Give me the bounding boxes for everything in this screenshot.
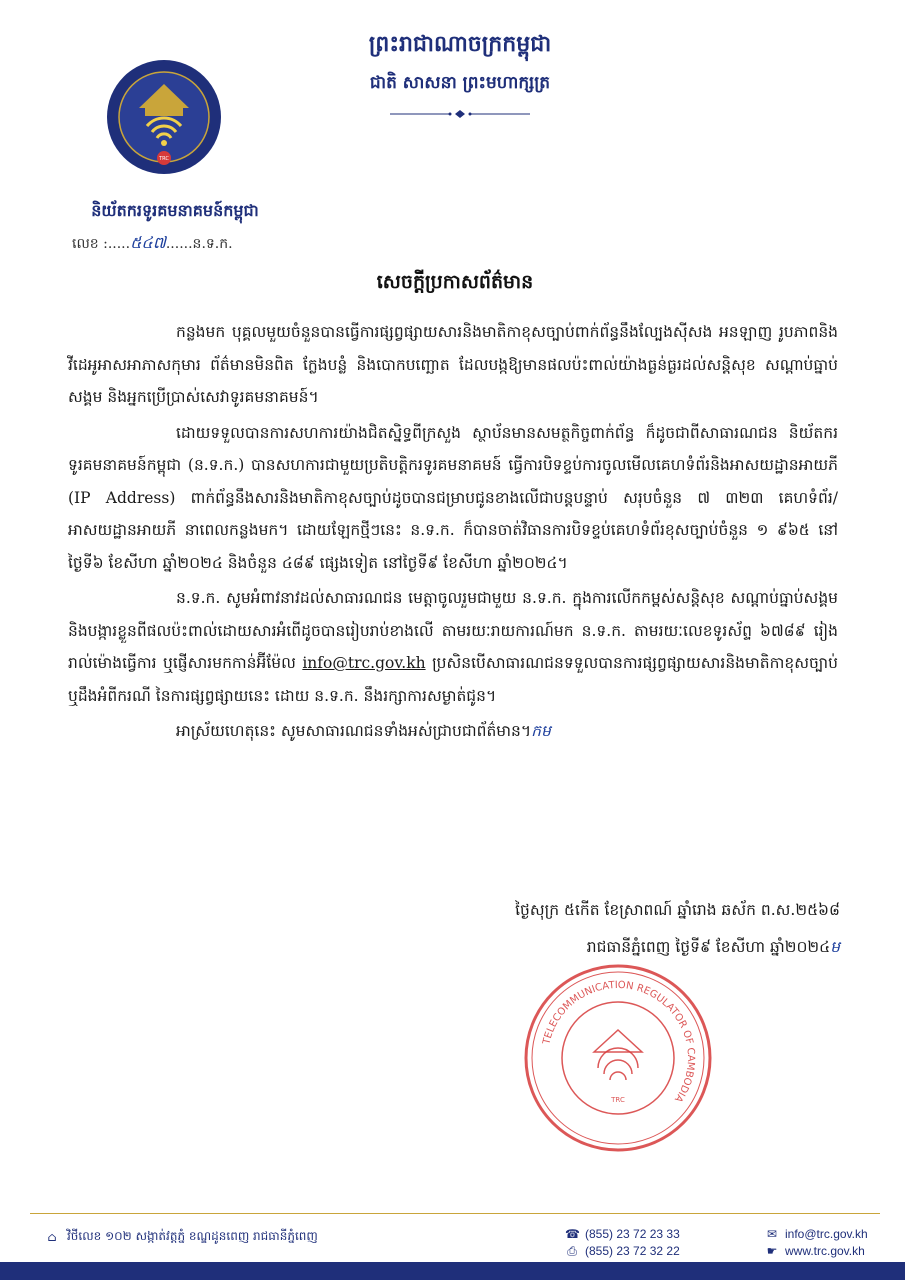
solar-date-text: រាជធានីភ្នំពេញ ថ្ងៃទី៩ ខែសីហា ឆ្នាំ២០២៤ bbox=[586, 938, 831, 956]
document-body bbox=[68, 316, 838, 751]
mail-icon: ✉ bbox=[766, 1227, 778, 1241]
reference-handwritten-number: ៥៤៧ bbox=[130, 233, 166, 252]
paragraph-3-text: ន.ទ.ក. សូមអំពាវនាវដល់សាធារណជន មេត្តាចូលរួមជាមួយ ន.ទ.ក. ក្នុងការលើកកម្ពស់សន្តិសុខ សណ្តាប់ធ្នាប់សង្គម និងបង្ការខ្លួនពីផលប៉ះពាល់ដោយសារអំពើដូចបានរៀបរាប់ខាងលើ តាមរយៈរាយការណ៍មក ន.ទ.ក. តាមរយៈលេខទូរស័ព្ទ ៦៧៨៩ រៀងរាល់ម៉ោងធ្វើការ ឬផ្ញើសារមកកាន់អ៊ីម៉ែល bbox=[68, 589, 838, 672]
footer-contacts bbox=[765, 1226, 868, 1260]
lunar-date: ថ្ងៃសុក្រ ៥កើត ខែស្រាពណ៍ ឆ្នាំរោង ឆស័ក ព.ស.២៥៦៨ bbox=[515, 901, 840, 919]
ornament-divider bbox=[385, 108, 535, 120]
solar-date bbox=[380, 937, 840, 960]
seal-ring-text: TELECOMMUNICATION REGULATOR OF CAMBODIA bbox=[541, 979, 697, 1104]
reference-label: លេខ :..... bbox=[72, 236, 131, 252]
seal-abbr: TRC bbox=[611, 1096, 625, 1104]
closing-text: អាស្រ័យហេតុនេះ សូមសាធារណជនទាំងអស់ជ្រាបជាព័ត៌មាន។ bbox=[176, 722, 532, 740]
phone-icon: ☎ bbox=[565, 1227, 580, 1241]
footer-bar bbox=[0, 1262, 905, 1280]
organization-name: និយ័តករទូរគមនាគមន៍កម្ពុជា bbox=[91, 201, 259, 220]
closing-handwritten-mark: កម bbox=[531, 722, 551, 740]
national-motto: ជាតិ សាសនា ព្រះមហាក្សត្រ bbox=[369, 73, 551, 93]
paragraph-1: កន្លងមក បុគ្គលមួយចំនួនបានធ្វើការផ្សព្វផ្សាយសារនិងមាតិកាខុសច្បាប់ពាក់ព័ន្ធនឹងល្បែងស៊ីសង អនឡាញ រូបភាពនិងវីដេអូអាសអាភាសកុមារ ព័ត៌មានមិនពិត ក្លែងបន្លំ និងបោកបញ្ឆោត ដែលបង្កឱ្យមានផលប៉ះពាល់យ៉ាងធ្ងន់ធ្ងរដល់សន្តិសុខ សណ្តាប់ធ្នាប់សង្គម និងអ្នកប្រើប្រាស់សេវាទូរគមនាគមន៍។ bbox=[68, 323, 838, 406]
kingdom-heading: ព្រះរាជាណាចក្រកម្ពុជា bbox=[368, 31, 552, 57]
document-title: សេចក្តីប្រកាសព័ត៌មាន bbox=[376, 271, 534, 293]
footer-address bbox=[45, 1228, 318, 1246]
paragraph-3-tail: ប្រសិនបើសាធារណជនទទួលបានការផ្សព្វផ្សាយសារនិងមាតិកាខុសច្បាប់ ឬដឹងអំពីករណី នៃការផ្សព្វផ្សាយនេះ ដោយ ន.ទ.ក. នឹងរក្សាការសម្ងាត់ជូន។ bbox=[68, 654, 838, 705]
paragraph-3 bbox=[68, 582, 838, 712]
official-seal-icon bbox=[520, 960, 716, 1156]
fax-icon: ⎙ bbox=[567, 1244, 577, 1258]
contact-email-link[interactable]: info@trc.gov.kh bbox=[302, 654, 426, 672]
map-marker-icon: ⌂ bbox=[47, 1230, 57, 1244]
reference-number bbox=[72, 232, 233, 256]
footer-phones bbox=[565, 1226, 680, 1260]
trc-logo-icon bbox=[105, 58, 223, 176]
footer-address-text: វិថីលេខ ១០២ សង្កាត់វត្តភ្នំ ខណ្ឌដូនពេញ រាជធានីភ្នំពេញ bbox=[67, 1229, 318, 1243]
paragraph-2: ដោយទទួលបានការសហការយ៉ាងជិតស្និទ្ធពីក្រសួង ស្ថាប័នមានសមត្ថកិច្ចពាក់ព័ន្ធ ក៏ដូចជាពីសាធារណជន និយ័តករទូរគមនាគមន៍កម្ពុជា (ន.ទ.ក.) បានសហការជាមួយប្រតិបត្តិករទូរគមនាគមន៍ ធ្វើការបិទខ្ទប់ការចូលមើលគេហទំព័រនិងអាសយដ្ឋានអាយភី (IP Address) ពាក់ព័ន្ធនឹងសារនិងមាតិកាខុសច្បាប់ដូចបានជម្រាបជូនខាងលើជាបន្តបន្ទាប់ សរុបចំនួន ៧ ៣២៣ គេហទំព័រ/អាសយដ្ឋានអាយភី នាពេលកន្លងមក។ ដោយឡែកថ្មីៗនេះ ន.ទ.ក. ក៏បានចាត់វិធានការបិទខ្ទប់គេហទំព័រខុសច្បាប់ចំនួន ១ ៩៦៥ នៅថ្ងៃទី៦ ខែសីហា ឆ្នាំ២០២៤ និងចំនួន ៤៨៩ ផ្សេងទៀត នៅថ្ងៃទី៩ ខែសីហា ឆ្នាំ២០២៤។ bbox=[68, 423, 838, 572]
footer-email[interactable]: info@trc.gov.kh bbox=[785, 1227, 868, 1241]
closing-paragraph bbox=[68, 715, 838, 748]
date-handwritten-mark: ម bbox=[830, 938, 840, 956]
footer-phone: (855) 23 72 23 33 bbox=[585, 1227, 680, 1241]
cursor-icon: ☛ bbox=[766, 1244, 778, 1258]
footer-website[interactable]: www.trc.gov.kh bbox=[785, 1244, 865, 1258]
reference-suffix: ......ន.ទ.ក. bbox=[165, 236, 233, 252]
logo-abbr: TRC bbox=[159, 156, 169, 162]
footer-fax: (855) 23 72 32 22 bbox=[585, 1244, 680, 1258]
footer-divider bbox=[30, 1213, 880, 1214]
